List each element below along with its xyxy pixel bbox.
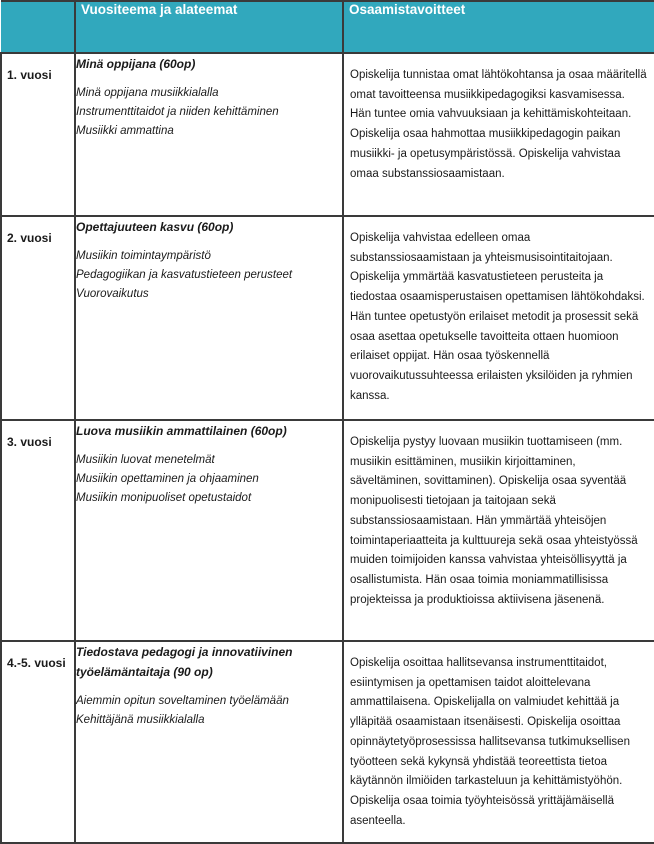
subtheme-item: Musiikin opettaminen ja ohjaaminen	[76, 473, 259, 485]
table-row	[1, 420, 654, 641]
subtheme-list	[76, 247, 342, 304]
table-row	[1, 216, 654, 420]
goals-text: Opiskelija pystyy luovaan musiikin tuottamiseen (mm. musiikin esittäminen, musiikin kirjoittaminen, säveltäminen, sovittaminen). Opiskelija osaa syventää monipuolisesti tietojaan ja taitojaan sekä substanssiosaamistaan. Hän ymmärtää yhteisöjen toimintaperiaatteita ja kulttuureja sekä osaa yhteistyössä muiden toimijoiden kanssa vahvistaa yhteisöllisyyttä ja osallistumista. Hän osaa toimia moniammatillisissa projekteissa ja produktioissa aktiivisena jäsenenä.	[350, 436, 638, 606]
year-cell	[1, 53, 75, 216]
subtheme-item: Pedagogiikan ja kasvatustieteen perusteet	[76, 269, 293, 281]
theme-cell	[75, 53, 343, 216]
goals-text: Opiskelija tunnistaa omat lähtökohtansa ja osaa määritellä omat tavoitteensa musiikkipedagogiksi kasvamisessa. Hän tuntee omia vahvuuksiaan ja kehittämiskohteitaan. Opiskelija osaa hahmottaa musiikkipedagogin paikan musiikki- ja opetusympäristössä. Opiskelija vahvistaa omaa substanssiosaamistaan.	[350, 69, 647, 180]
goals-text: Opiskelija vahvistaa edelleen omaa substanssiosaamistaan ja yhteismusisointitaitojaan. Opiskelija ymmärtää kasvatustieteen perusteita ja tiedostaa osaamisperustaisen opettamisen lähtökohdaksi. Hän tuntee opetustyön erilaiset metodit ja prosessit sekä osaa asettaa opetukselle tavoitteita ottaen huomioon erilaiset oppijat. Hän osaa työskennellä vuorovaikutussuhteessa erilaisten yksilöiden ja ryhmien kanssa.	[350, 232, 645, 402]
goals-cell	[343, 641, 654, 843]
theme-title: Minä oppijana (60op)	[76, 57, 196, 71]
subtheme-list	[76, 451, 342, 508]
theme-title: Luova musiikin ammattilainen (60op)	[76, 424, 287, 438]
theme-title: Opettajuuteen kasvu (60op)	[76, 220, 234, 234]
subtheme-item: Musiikin monipuoliset opetustaidot	[76, 492, 252, 504]
table-row	[1, 53, 654, 216]
theme-title: Tiedostava pedagogi ja innovatiivinen työelämäntaitaja (90 op)	[76, 645, 293, 679]
subtheme-item: Musiikin luovat menetelmät	[76, 454, 215, 466]
subtheme-item: Vuorovaikutus	[76, 288, 149, 300]
header-theme-label: Vuositeema ja alateemat	[81, 2, 238, 17]
subtheme-list	[76, 692, 342, 730]
subtheme-item: Instrumenttitaidot ja niiden kehittäminen	[76, 106, 279, 118]
subtheme-item: Minä oppijana musiikkialalla	[76, 87, 219, 99]
theme-cell	[75, 641, 343, 843]
subtheme-item: Aiemmin opitun soveltaminen työelämään	[76, 695, 289, 707]
goals-cell	[343, 216, 654, 420]
year-cell	[1, 216, 75, 420]
year-label: 1. vuosi	[7, 68, 52, 82]
theme-cell	[75, 420, 343, 641]
table-row	[1, 641, 654, 843]
goals-text: Opiskelija osoittaa hallitsevansa instrumenttitaidot, esiintymisen ja opettamisen taidot aloittelevana ammattilaisena. Opiskelijalla on valmiudet kehittää ja ylläpitää osaamistaan itsenäisesti. Opiskelija osoittaa opinnäytetyöprosessissa hallitsevansa tutkimuksellisen työotteen sekä kykynsä yhdistää teoreettista tietoa käytännön ilmiöiden tarkasteluun ja kehittämistyöhön. Opiskelija osaa toimia työyhteisössä yrittäjämäisellä asenteella.	[350, 657, 630, 827]
year-label: 4.-5. vuosi	[7, 656, 66, 670]
year-label: 3. vuosi	[7, 435, 52, 449]
subtheme-item: Musiikki ammattina	[76, 125, 174, 137]
year-cell	[1, 420, 75, 641]
goals-cell	[343, 53, 654, 216]
subtheme-item: Musiikin toimintaympäristö	[76, 250, 211, 262]
header-goals-label: Osaamistavoitteet	[349, 2, 466, 17]
header-year	[1, 1, 75, 53]
year-label: 2. vuosi	[7, 231, 52, 245]
header-goals	[343, 1, 654, 53]
header-theme	[75, 1, 343, 53]
header-row	[1, 1, 654, 53]
subtheme-item: Kehittäjänä musiikkialalla	[76, 714, 205, 726]
theme-cell	[75, 216, 343, 420]
subtheme-list	[76, 84, 342, 141]
goals-cell	[343, 420, 654, 641]
year-cell	[1, 641, 75, 843]
